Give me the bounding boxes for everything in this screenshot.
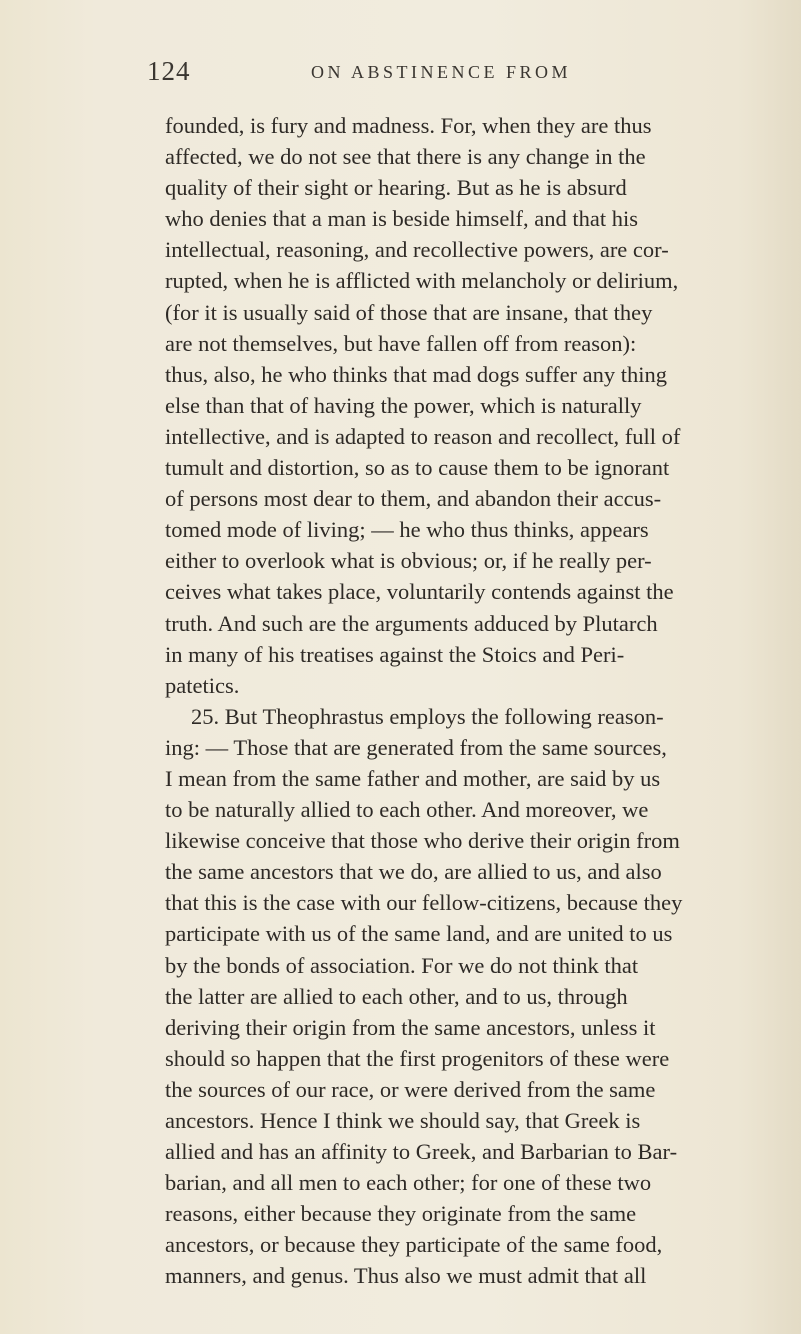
text-line: that this is the case with our fellow-citizens, because they <box>165 890 683 916</box>
text-line: thus, also, he who thinks that mad dogs suffer any thing <box>165 361 668 387</box>
text-line: barian, and all men to each other; for one of these two <box>165 1170 652 1196</box>
text-line: tomed mode of living; — he who thus thinks, appears <box>165 517 649 543</box>
text-line: allied and has an affinity to Greek, and Barbarian to Bar- <box>165 1139 678 1165</box>
text-line: by the bonds of association. For we do not think that <box>165 952 639 978</box>
text-line: intellective, and is adapted to reason and recollect, full of <box>165 423 681 449</box>
body-text <box>165 110 790 1292</box>
text-line: ing: — Those that are generated from the same sources, <box>165 734 667 760</box>
text-line: the latter are allied to each other, and to us, through <box>165 983 628 1009</box>
text-line: the sources of our race, or were derived from the same <box>165 1076 656 1102</box>
text-line: are not themselves, but have fallen off from reason): <box>165 330 637 356</box>
text-line: rupted, when he is afflicted with melancholy or delirium, <box>165 268 679 294</box>
paragraph-start-line: 25. But Theophrastus employs the following reason- <box>191 703 664 729</box>
text-line: affected, we do not see that there is any change in the <box>165 144 646 170</box>
text-line: to be naturally allied to each other. And moreover, we <box>165 797 649 823</box>
text-line: ceives what takes place, voluntarily contends against the <box>165 579 674 605</box>
text-line: tumult and distortion, so as to cause them to be ignorant <box>165 455 670 481</box>
text-line: quality of their sight or hearing. But as he is absurd <box>165 175 627 201</box>
text-line: either to overlook what is obvious; or, if he really per- <box>165 548 652 574</box>
text-line: the same ancestors that we do, are allied to us, and also <box>165 859 662 885</box>
text-line: reasons, either because they originate from the same <box>165 1201 637 1227</box>
text-line: ancestors, or because they participate of the same food, <box>165 1232 663 1258</box>
text-line: truth. And such are the arguments adduced by Plutarch <box>165 610 658 636</box>
text-line: founded, is fury and madness. For, when they are thus <box>165 113 652 138</box>
text-line: of persons most dear to them, and abandon their accus- <box>165 486 662 512</box>
page-header <box>147 56 727 96</box>
text-line: deriving their origin from the same ancestors, unless it <box>165 1014 656 1040</box>
text-line: patetics. <box>165 672 240 698</box>
text-line: should so happen that the first progenitors of these were <box>165 1045 670 1071</box>
text-line: participate with us of the same land, and are united to us <box>165 921 673 947</box>
text-line: likewise conceive that those who derive their origin from <box>165 828 680 854</box>
text-line: I mean from the same father and mother, are said by us <box>165 765 661 791</box>
page-number: 124 <box>147 56 191 86</box>
text-line: manners, and genus. Thus also we must admit that all <box>165 1263 647 1289</box>
text-line: intellectual, reasoning, and recollective powers, are cor- <box>165 237 669 263</box>
text-line: else than that of having the power, which is naturally <box>165 392 642 418</box>
text-line: (for it is usually said of those that are insane, that they <box>165 299 653 325</box>
text-line: ancestors. Hence I think we should say, that Greek is <box>165 1108 641 1133</box>
running-head: ON ABSTINENCE FROM <box>311 62 572 82</box>
text-line: who denies that a man is beside himself, and that his <box>165 206 639 232</box>
text-line: in many of his treatises against the Stoics and Peri- <box>165 641 625 667</box>
